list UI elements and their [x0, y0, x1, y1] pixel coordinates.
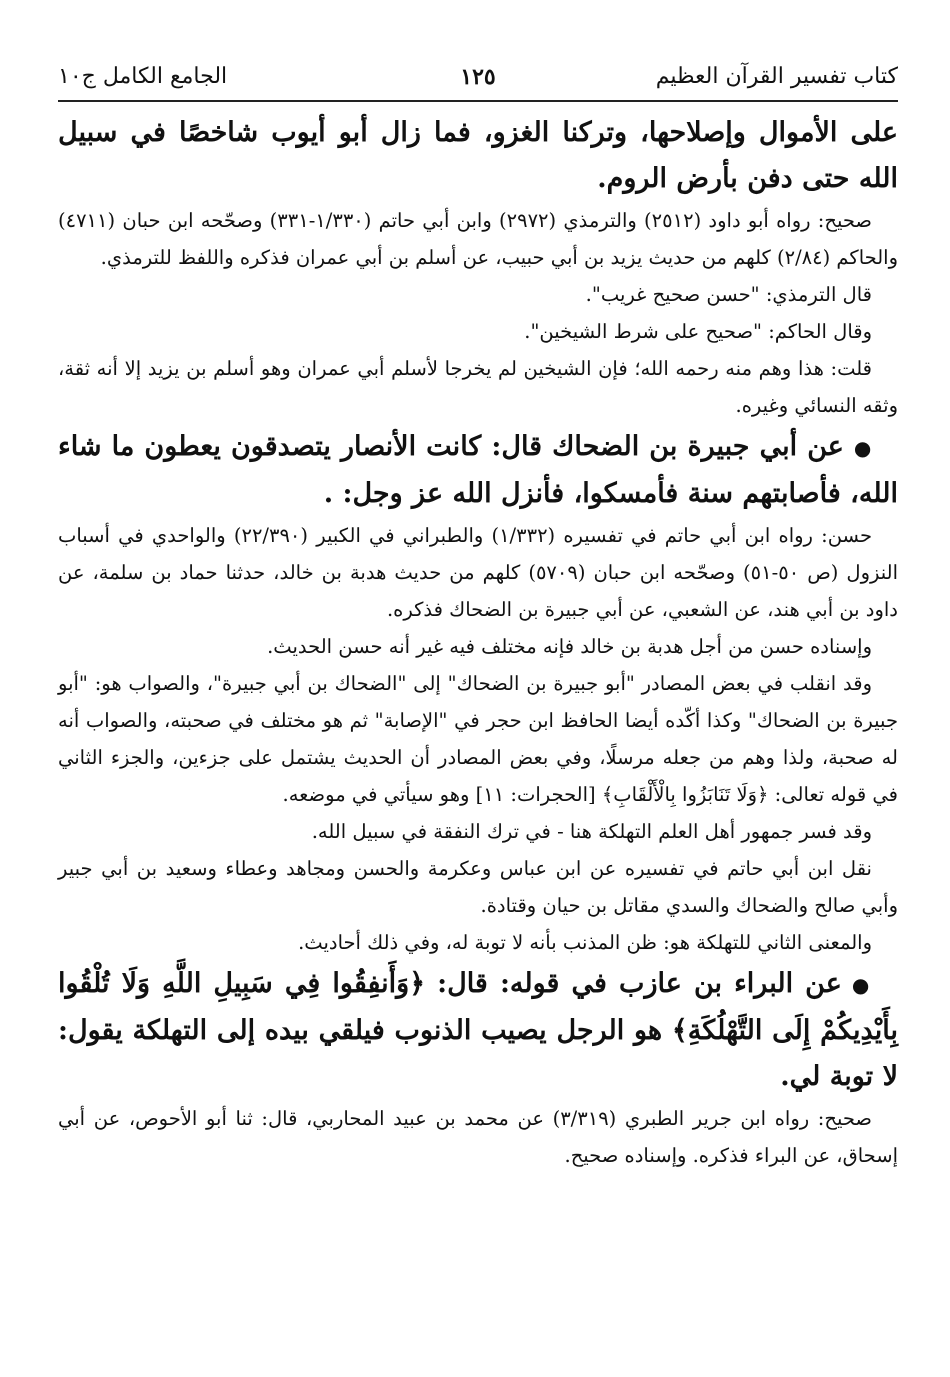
header-rule — [58, 100, 898, 102]
page-number: ١٢٥ — [460, 64, 496, 90]
grading-quote: وقال الحاكم: "صحيح على شرط الشيخين". — [524, 320, 872, 343]
hadith-text: ●عن أبي جبيرة بن الضحاك قال: كانت الأنصار يتصدقون يعطون ما شاء الله، فأصابتهم سنة فأمسكوا، فأنزل الله عز وجل: . — [58, 431, 898, 509]
hadith-text: ●عن البراء بن عازب في قوله: قال: ﴿وَأَنفِقُوا فِي سَبِيلِ اللَّهِ وَلَا تُلْقُوا بِأَيْدِيكُمْ إِلَى التَّهْلُكَةِ﴾ هو الرجل يصيب الذنوب فيلقي بيده إلى التهلكة يقول: لا توبة لي. — [58, 968, 898, 1092]
author-comment: نقل ابن أبي حاتم في تفسيره عن ابن عباس وعكرمة والحسن ومجاهد وعطاء وسعيد بن أبي جبير وأبي صالح والضحاك والسدي مقاتل بن حيان وقتادة. — [58, 857, 898, 917]
bullet-icon: ● — [851, 973, 872, 997]
hadith-text: على الأموال وإصلاحها، وتركنا الغزو، فما زال أبو أيوب شاخصًا في سبيل الله حتى دفن بأرض الروم. — [58, 117, 898, 194]
takhrij-note: صحيح: رواه أبو داود (٢٥١٢) والترمذي (٢٩٧٢) وابن أبي حاتم (١/٣٣٠-٣٣١) وصحّحه ابن حبان (٤٧١١) والحاكم (٢/٨٤) كلهم من حديث يزيد بن أبي حبيب، عن أسلم بن أبي عمران فذكره واللفظ للترمذي. — [58, 209, 898, 269]
takhrij-note: صحيح: رواه ابن جرير الطبري (٣/٣١٩) عن محمد بن عبيد المحاربي، قال: ثنا أبو الأحوص، عن أبي إسحاق، عن البراء فذكره. وإسناده صحيح. — [58, 1107, 898, 1167]
takhrij-note: حسن: رواه ابن أبي حاتم في تفسيره (١/٣٣٢) والطبراني في الكبير (٢٢/٣٩٠) والواحدي في أسباب النزول (ص ٥٠-٥١) وصحّحه ابن حبان (٥٧٠٩) كلهم من حديث هدبة بن خالد، حدثنا حماد بن سلمة، عن داود بن أبي هند، عن الشعبي، عن أبي جبيرة بن الضحاك فذكره. — [58, 524, 898, 621]
bullet-icon: ● — [853, 436, 872, 460]
volume-label: الجامع الكامل ج١٠ — [58, 64, 228, 89]
page-body — [58, 110, 898, 1174]
grading-quote: قال الترمذي: "حسن صحيح غريب". — [585, 283, 872, 306]
author-comment: وقد انقلب في بعض المصادر "أبو جبيرة بن الضحاك" إلى "الضحاك بن أبي جبيرة"، والصواب هو: "أبو جبيرة بن الضحاك" وكذا أكّده أيضا الحافظ ابن حجر في "الإصابة" ثم هو مختلف في صحبته، والصواب أنه له صحبة، ولذا وهم من جعله مرسلًا، وفي بعض المصادر أن الحديث يشتمل على جزءين، والجزء الثاني في قوله تعالى: ﴿وَلَا تَنَابَزُوا بِالْأَلْقَابِ﴾ [الحجرات: ١١] وهو سيأتي في موضعه. — [58, 672, 898, 806]
author-comment: وإسناده حسن من أجل هدبة بن خالد فإنه مختلف فيه غير أنه حسن الحديث. — [267, 635, 872, 658]
author-comment: قلت: هذا وهم منه رحمه الله؛ فإن الشيخين لم يخرجا لأسلم أبي عمران وهو أسلم بن يزيد إلا أنه ثقة، وثقه النسائي وغيره. — [58, 357, 898, 417]
author-comment: وقد فسر جمهور أهل العلم التهلكة هنا - في ترك النفقة في سبيل الله. — [311, 820, 872, 843]
author-comment: والمعنى الثاني للتهلكة هو: ظن المذنب بأنه لا توبة له، وفي ذلك أحاديث. — [298, 931, 872, 954]
running-header — [58, 58, 898, 104]
book-title: كتاب تفسير القرآن العظيم — [655, 64, 898, 89]
